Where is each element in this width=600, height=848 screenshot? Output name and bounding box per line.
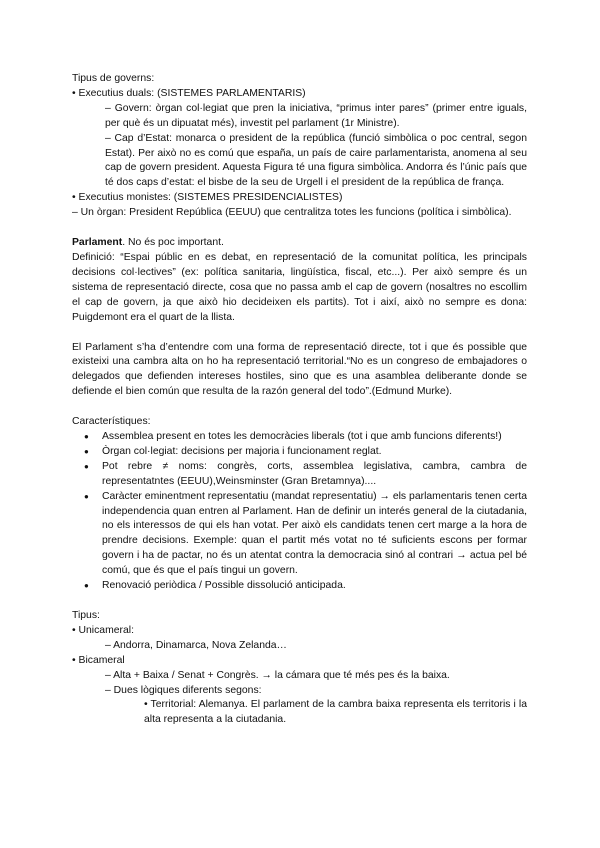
parlament-title: Parlament — [72, 237, 123, 249]
list-item: ● Òrgan col·legiat: decisions per majoria i funcionament reglat. — [72, 445, 527, 460]
parlament-definicio: Definició: “Espai públic en es debat, en representació de la comunitat política, les principals decisions col·lectives” (ex: política sanitaria, lingüística, fiscal, etc...). Per això sempre és un sistema de representació directe, cosa que no passa amb el cap de govern (nosaltres no escollim el cap de govern, ja que això hio decideixen els partits). Tot i així, això no sempre es dona: Puigdemont era el quart de la llista. — [72, 251, 527, 323]
parlament-paragraph: El Parlament s’ha d’entendre com una forma de representació directe, tot i que és possible que existeixi una cambra alta on ho ha representació territorial.“No es un congreso de embajadores o delegados que defienden intereses hostiles, sino que es una asamblea deliberante donde se defiende el bien común que resulta de la razón general del todo”.(Edmund Murke). — [72, 341, 527, 398]
list-item: ● Caràcter eminentment representatiu (mandat representatiu) → els parlamentaris tenen certa independencia quan entren al Parlament. Han de definir un interés general de la ciutadania, no els interessos de qui els han votat. Per això els candidats tenen cert marge a la hora de prendre decisions. Exemple: quan el partit més votat no té suficients escons per formar govern i ha de pactar, no és un atentat contra la democracia sinó al contrari → actua pel bé comú, que és que el país tingui un govern. — [72, 490, 527, 579]
document-page — [72, 72, 527, 728]
parlament-title-rest: . No és poc important. — [122, 237, 224, 249]
govern-description: – Govern: òrgan col·legiat que pren la iniciativa, “primus inter pares” (primer entre iguals, per què és un dipuatat més), investit pel parlament (1r Ministre). — [105, 102, 527, 129]
bicameral-logiques: – Dues lògiques diferents segons: — [105, 684, 262, 696]
caracteristiques-list — [72, 430, 527, 594]
bullet-executius-duals: • Executius duals: (SISTEMES PARLAMENTARIS) — [72, 87, 306, 99]
bullet-unicameral: • Unicameral: — [72, 624, 134, 636]
tipus-heading: Tipus: — [72, 610, 100, 621]
section-heading-governs: Tipus de governs: — [72, 73, 155, 84]
bicameral-territorial: • Territorial: Alemanya. El parlament de la cambra baixa representa els territoris i la alta representa a la ciutadania. — [144, 699, 527, 726]
bicameral-alta-baixa: – Alta + Baixa / Senat + Congrès. → la cámara que té més pes és la baixa. — [105, 669, 450, 681]
monist-description: – Un òrgan: President República (EEUU) que centralitza totes les funcions (política i simbòlica). — [72, 207, 512, 219]
bullet-executius-monistes: • Executius monistes: (SISTEMES PRESIDENCIALISTES) — [72, 192, 343, 204]
cap-estat-description: – Cap d’Estat: monarca o president de la república (funció simbòlica o poc central, segon Estat). Per això no es comú que españa, un país de caire parlamentarista, anomena al seu cap de govern president. Aquesta Figura té una figura simbòlica. Andorra és l’únic país que té dos caps d’estat: el bisbe de la seu de Urgell i el president de la república de frança. — [105, 132, 527, 189]
list-item: ● Renovació periòdica / Possible dissolució anticipada. — [72, 579, 527, 594]
list-item: ● Assemblea present en totes les democràcies liberals (tot i que amb funcions diferents!) — [72, 430, 527, 445]
bullet-bicameral: • Bicameral — [72, 654, 125, 666]
parlament-title-line — [72, 236, 527, 251]
list-item: ● Pot rebre ≠ noms: congrès, corts, assemblea legislativa, cambra, cambra de representatntes (EEUU),Weinsminster (Gran Bretamnya).... — [72, 460, 527, 490]
caracteristiques-heading: Característiques: — [72, 416, 151, 428]
unicameral-examples: – Andorra, Dinamarca, Nova Zelanda… — [105, 639, 287, 651]
